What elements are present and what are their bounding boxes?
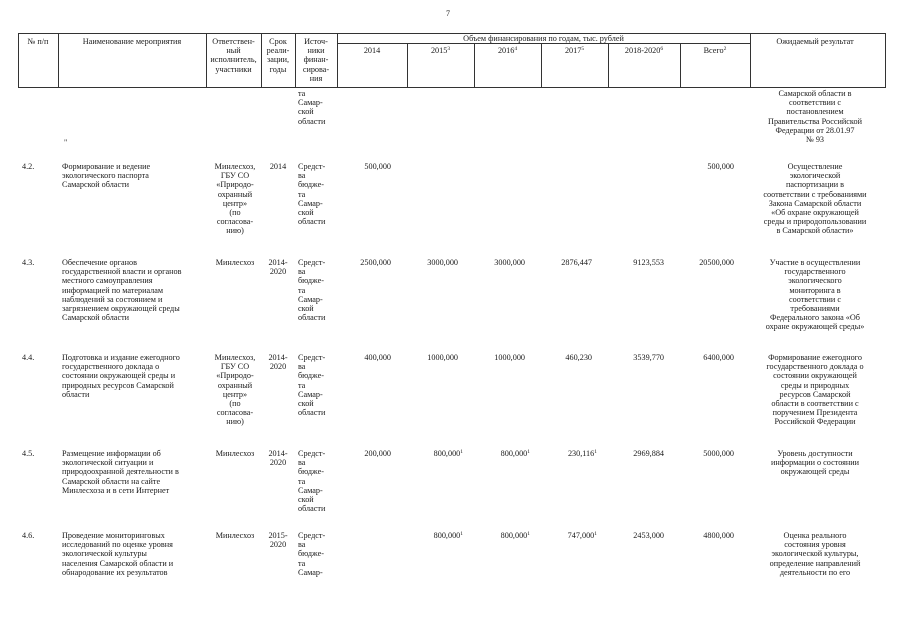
funding-value: 1000,000 <box>427 353 458 362</box>
funding-value: 1000,000 <box>494 353 525 362</box>
row-number: 4.5. <box>22 449 35 458</box>
funding-value: 230,116$^1$ <box>567 449 597 458</box>
row-number: 4.6. <box>22 531 35 540</box>
funding-value: 747,000$^1$ <box>567 531 597 540</box>
stray-mark: " <box>64 138 68 147</box>
footnote-mark: 1 <box>460 449 463 455</box>
measure-name: Обеспечение органов государственной власти и органов местного самоуправления информацией по материалам наблюдений за состоянием и загрязнением окружающей среды Самарской области <box>62 258 182 323</box>
expected-result: Оценка реального состояния уровня экологической культуры, определение направлений деятельности по его <box>769 531 861 577</box>
footnote-mark: 1 <box>594 531 597 537</box>
funding-value: 20500,000 <box>699 258 734 267</box>
row-number: 4.3. <box>22 258 35 267</box>
footnote-mark: 4 <box>514 46 518 52</box>
funding-value: 800,000$^1$ <box>433 531 463 540</box>
header-num: № п/п <box>27 37 49 46</box>
funding-value: 460,230 <box>565 353 592 362</box>
header-responsible: Ответствен- ный исполнитель, участники <box>210 37 257 74</box>
funding-source: Средст- ва бюдже- та Самар- <box>298 531 326 577</box>
funding-value: 6400,000 <box>703 353 734 362</box>
row-number: 4.4. <box>22 353 35 362</box>
measure-name: Проведение мониторинговых исследований по оценке уровня экологической культуры населения Самарской области и обнародование их результатов <box>62 531 174 577</box>
expected-result: Формирование ежегодного государственного доклада о состоянии окружающей среды и природных ресурсов Самарской области в соответствии с поручением Президента Российской Федерации <box>766 353 864 427</box>
funding-value: 800,000$^1$ <box>433 449 463 458</box>
expected-result: Осуществление экологической паспортизации в соответствии с требованиями Закона Самарской области «Об охране окружающей среды и природопользовании в Самарской области» <box>763 162 867 236</box>
funding-value: 3000,000 <box>494 258 525 267</box>
funding-value: 400,000 <box>364 353 391 362</box>
header-year: 2016$^4$ <box>497 46 518 55</box>
footnote-mark: 2 <box>723 46 727 52</box>
funding-value: 500,000 <box>707 162 734 171</box>
term: 2015- 2020 <box>268 531 288 550</box>
header-year: Всего$^2$ <box>703 46 727 55</box>
responsible: Минлесхоз <box>215 531 255 540</box>
responsible: Минлесхоз <box>215 258 255 267</box>
row-number: 4.2. <box>22 162 35 171</box>
funding-source: Средст- ва бюдже- та Самар- ской области <box>298 449 326 514</box>
funding-value: 9123,553 <box>633 258 664 267</box>
footnote-mark: 1 <box>527 449 530 455</box>
row-rule <box>18 87 885 88</box>
funding-value: 3539,770 <box>633 353 664 362</box>
responsible: Минлесхоз, ГБУ СО «Природо- охранный центр» (по согласова- нию) <box>214 162 256 236</box>
continuation-source: та Самар- ской области <box>298 89 326 126</box>
measure-name: Подготовка и издание ежегодного государственного доклада о состоянии окружающей среды и природных ресурсов Самарской области <box>62 353 180 399</box>
header-year: 2015$^3$ <box>430 46 451 55</box>
header-name: Наименование мероприятия <box>82 37 182 46</box>
footnote-mark: 6 <box>660 46 664 52</box>
responsible: Минлесхоз <box>215 449 255 458</box>
funding-source: Средст- ва бюдже- та Самар- ской области <box>298 353 326 418</box>
measure-name: Размещение информации об экологической ситуации и природоохранной деятельности в Самарской области на сайте Минлесхоза и в сети Интернет <box>62 449 179 495</box>
funding-value: 4800,000 <box>703 531 734 540</box>
page-number: 7 <box>446 9 450 18</box>
footnote-mark: 3 <box>447 46 451 52</box>
header-year: 2017$^5$ <box>564 46 585 55</box>
funding-value: 2969,884 <box>633 449 664 458</box>
continuation-result: Самарской области в соответствии с постановлением Правительства Российской Федерации от 28.01.97 № 93 <box>768 89 862 145</box>
funding-value: 2453,000 <box>633 531 664 540</box>
term: 2014- 2020 <box>268 258 288 277</box>
footnote-mark: 1 <box>527 531 530 537</box>
funding-value: 2500,000 <box>360 258 391 267</box>
header-funding: Объем финансирования по годам, тыс. рублей <box>463 34 624 43</box>
funding-value: 3000,000 <box>427 258 458 267</box>
expected-result: Уровень доступности информации о состоянии окружающей среды <box>770 449 860 477</box>
funding-source: Средст- ва бюдже- та Самар- ской области <box>298 162 326 227</box>
funding-value: 200,000 <box>364 449 391 458</box>
footnote-mark: 5 <box>581 46 585 52</box>
column-rule <box>885 33 886 88</box>
header-year: 2014 <box>363 46 381 55</box>
footnote-mark: 1 <box>594 449 597 455</box>
header-source: Источ- ники финан- сирова- ния <box>302 37 330 83</box>
term: 2014- 2020 <box>268 449 288 468</box>
funding-value: 800,000$^1$ <box>500 531 530 540</box>
footnote-mark: 1 <box>460 531 463 537</box>
funding-value: 500,000 <box>364 162 391 171</box>
header-term: Срок реали- зации, годы <box>266 37 290 74</box>
header-year: 2018-2020$^6$ <box>624 46 664 55</box>
funding-value: 800,000$^1$ <box>500 449 530 458</box>
measure-name: Формирование и ведение экологического паспорта Самарской области <box>62 162 151 190</box>
funding-source: Средст- ва бюдже- та Самар- ской области <box>298 258 326 323</box>
funding-value: 5000,000 <box>703 449 734 458</box>
funding-value: 2876,447 <box>561 258 592 267</box>
header-result: Ожидаемый результат <box>776 37 854 46</box>
term: 2014- 2020 <box>268 353 288 372</box>
expected-result: Участие в осуществлении государственного экологического мониторинга в соответствии с требованиями Федерального закона «Об охране окружающей среды» <box>765 258 865 332</box>
term: 2014 <box>269 162 287 171</box>
responsible: Минлесхоз, ГБУ СО «Природо- охранный центр» (по согласова- нию) <box>214 353 256 427</box>
